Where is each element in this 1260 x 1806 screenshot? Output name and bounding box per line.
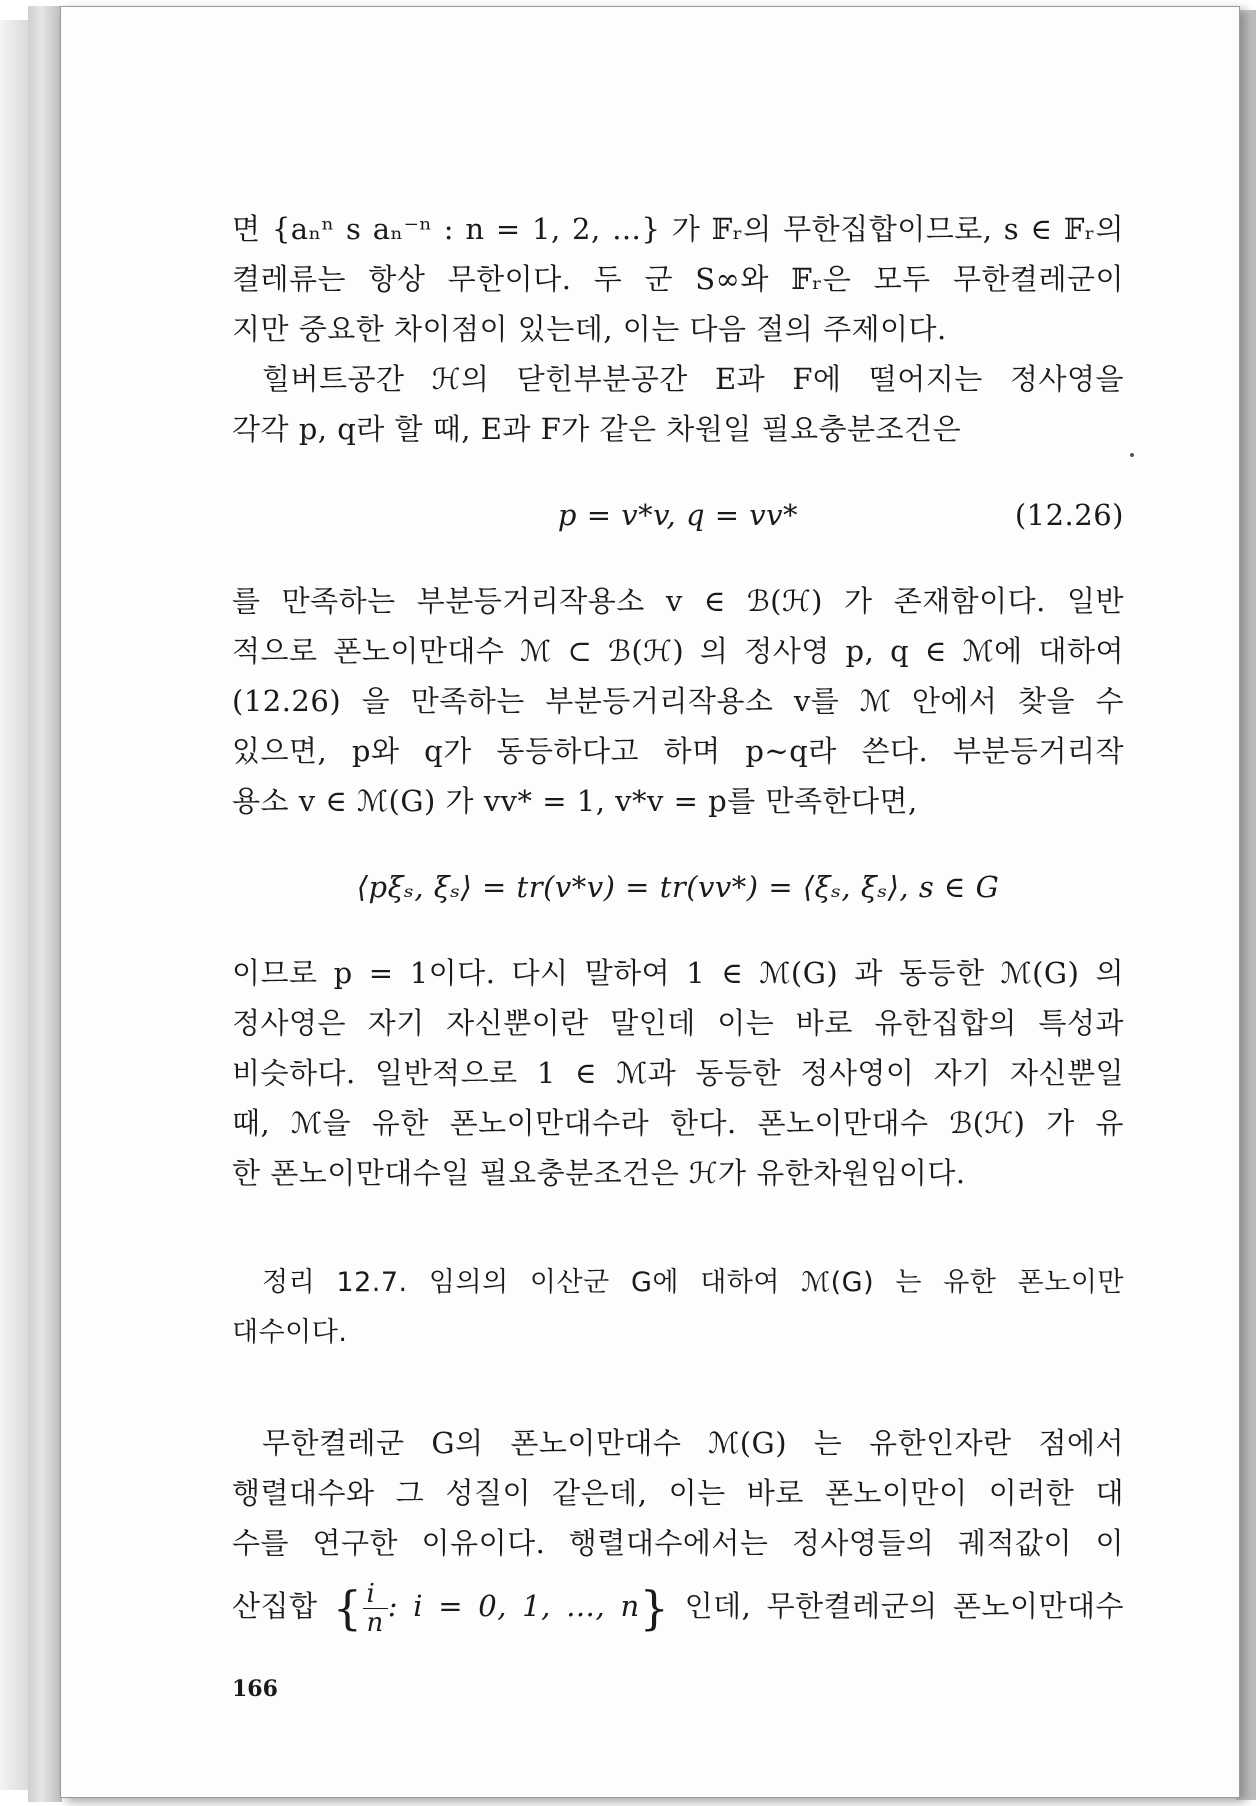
text-line: 이므로 p = 1이다. 다시 말하여 1 ∈ ℳ(G) 과 동등한 ℳ(G) 의 [232, 956, 1124, 990]
text-line: 정사영은 자기 자신뿐이란 말인데 이는 바로 유한집합의 특성과 [232, 1006, 1124, 1040]
page-content [232, 204, 1124, 1644]
equation-12-26 [232, 486, 1124, 544]
text-line: 켤레류는 항상 무한이다. 두 군 S∞와 𝔽ᵣ은 모두 무한켤레군이 [232, 262, 1124, 296]
text-line: 힐버트공간 ℋ의 닫힌부분공간 E과 F에 떨어지는 정사영을 [262, 362, 1124, 396]
text-line: 각각 p, q라 할 때, E과 F가 같은 차원일 필요충분조건은 [232, 412, 962, 446]
text-line: 때, ℳ을 유한 폰노이만대수라 한다. 폰노이만대수 ℬ(ℋ) 가 유 [232, 1106, 1124, 1140]
paragraph-1 [232, 204, 1124, 354]
text-line: 있으면, p와 q가 동등하다고 하며 p∼q라 쓴다. 부분등거리작 [232, 734, 1124, 768]
theorem-line: 정리 12.7. 임의의 이산군 G에 대하여 ℳ(G) 는 유한 폰노이만 [262, 1267, 1124, 1298]
paragraph-3 [232, 576, 1124, 826]
right-brace: } [639, 1581, 670, 1635]
page-number: 166 [232, 1676, 278, 1702]
text-line: 한 폰노이만대수일 필요충분조건은 ℋ가 유한차원임이다. [232, 1156, 966, 1190]
equation-formula: ⟨pξₛ, ξₛ⟩ = tr(v*v) = tr(vv*) = ⟨ξₛ, ξₛ⟩, s ∈ G [356, 870, 1000, 904]
text-line: 행렬대수와 그 성질이 같은데, 이는 바로 폰노이만이 이러한 대 [232, 1476, 1124, 1510]
theorem-line: 대수이다. [232, 1317, 348, 1348]
text-line: 수를 연구한 이유이다. 행렬대수에서는 정사영들의 궤적값이 이 [232, 1526, 1124, 1560]
text-line: 비슷하다. 일반적으로 1 ∈ ℳ과 동등한 정사영이 자기 자신뿐일 [232, 1056, 1124, 1090]
fraction-numerator: i [363, 1580, 388, 1609]
text-line: 면 {aₙⁿ s aₙ⁻ⁿ : n = 1, 2, …} 가 𝔽ᵣ의 무한집합이므로, s ∈ 𝔽ᵣ의 [232, 212, 1124, 246]
equation-formula: p = v*v, q = vv* [557, 498, 799, 532]
fraction [363, 1580, 388, 1637]
last-line-prefix: 산집합 [232, 1589, 318, 1623]
paragraph-5 [232, 1418, 1124, 1568]
last-line-suffix: 인데, 무한켤레군의 폰노이만대수 [684, 1589, 1124, 1623]
print-speck [1130, 453, 1134, 457]
paragraph-2 [232, 354, 1124, 454]
text-line: 지만 중요한 차이점이 있는데, 이는 다음 절의 주제이다. [232, 312, 947, 346]
equation-trace [232, 858, 1124, 916]
text-line: 무한켤레군 G의 폰노이만대수 ℳ(G) 는 유한인자란 점에서 [262, 1426, 1124, 1460]
last-line [232, 1568, 1124, 1644]
theorem-12-7 [232, 1258, 1124, 1358]
left-brace: { [332, 1581, 363, 1635]
text-line: 적으로 폰노이만대수 ℳ ⊂ ℬ(ℋ) 의 정사영 p, q ∈ ℳ에 대하여 [232, 634, 1124, 668]
set-expression: : i = 0, 1, …, n [387, 1589, 640, 1623]
text-line: (12.26) 을 만족하는 부분등거리작용소 v를 ℳ 안에서 찾을 수 [232, 684, 1124, 718]
book-spine [28, 6, 62, 1802]
fraction-denominator: n [366, 1607, 384, 1638]
paragraph-4 [232, 948, 1124, 1198]
equation-number: (12.26) [1014, 498, 1124, 532]
book-spine-shadow [0, 20, 30, 1790]
text-line: 용소 v ∈ ℳ(G) 가 vv* = 1, v*v = p를 만족한다면, [232, 784, 918, 818]
text-line: 를 만족하는 부분등거리작용소 v ∈ ℬ(ℋ) 가 존재함이다. 일반 [232, 584, 1124, 618]
